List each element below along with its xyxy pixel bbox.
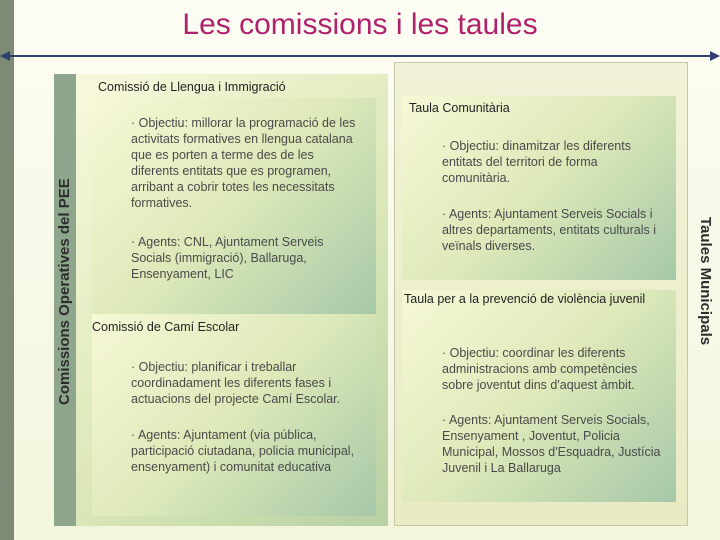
comissio-cami-box bbox=[92, 314, 376, 516]
comissio-llengua-agents: · Agents: CNL, Ajuntament Serveis Socials (immigració), Ballaruga, Ensenyament, LIC bbox=[131, 235, 324, 281]
comissio-cami-agents: · Agents: Ajuntament (via pública, participació ciutadana, policia municipal, ensenyament) i comunitat educativa bbox=[131, 428, 355, 474]
taula-violencia-agents: · Agents: Ajuntament Serveis Socials, Ensenyament , Joventut, Policia Municipal, Mossos d'Esquadra, Justícia Juvenil i La Ballaruga bbox=[442, 413, 661, 475]
taula-violencia-heading: Taula per a la prevenció de violència juvenil bbox=[404, 292, 646, 306]
comissio-cami-heading: Comissió de Camí Escolar bbox=[92, 320, 240, 334]
comissions-vertical-label: Comissions Operatives del PEE bbox=[56, 178, 73, 405]
left-accent-bar bbox=[0, 0, 14, 540]
taula-comunitaria-agents: · Agents: Ajuntament Serveis Socials i altres departaments, entitats culturals i veïnals diverses. bbox=[442, 207, 656, 253]
taula-comunitaria-heading: Taula Comunitària bbox=[409, 101, 510, 115]
double-arrow-divider bbox=[0, 50, 720, 62]
comissio-cami-objective: · Objectiu: planificar i treballar coordinadament les diferents fases i actuacions del projecte Camí Escolar. bbox=[131, 360, 341, 406]
page-title: Les comissions i les taules bbox=[182, 8, 538, 41]
comissio-llengua-objective: · Objectiu: millorar la programació de les activitats formatives en llengua catalana que es porten a terme des de les diferents entitats que es programen, arribant a cobrir totes les necessitats formatives. bbox=[131, 116, 356, 210]
taula-violencia-objective: · Objectiu: coordinar les diferents administracions amb competències sobre joventut dins d'aquest àmbit. bbox=[442, 346, 638, 392]
taula-comunitaria-objective: · Objectiu: dinamitzar les diferents entitats del territori de forma comunitària. bbox=[442, 139, 631, 185]
taules-vertical-label: Taules Municipals bbox=[697, 217, 714, 346]
comissio-llengua-heading: Comissió de Llengua i Immigració bbox=[98, 80, 286, 94]
